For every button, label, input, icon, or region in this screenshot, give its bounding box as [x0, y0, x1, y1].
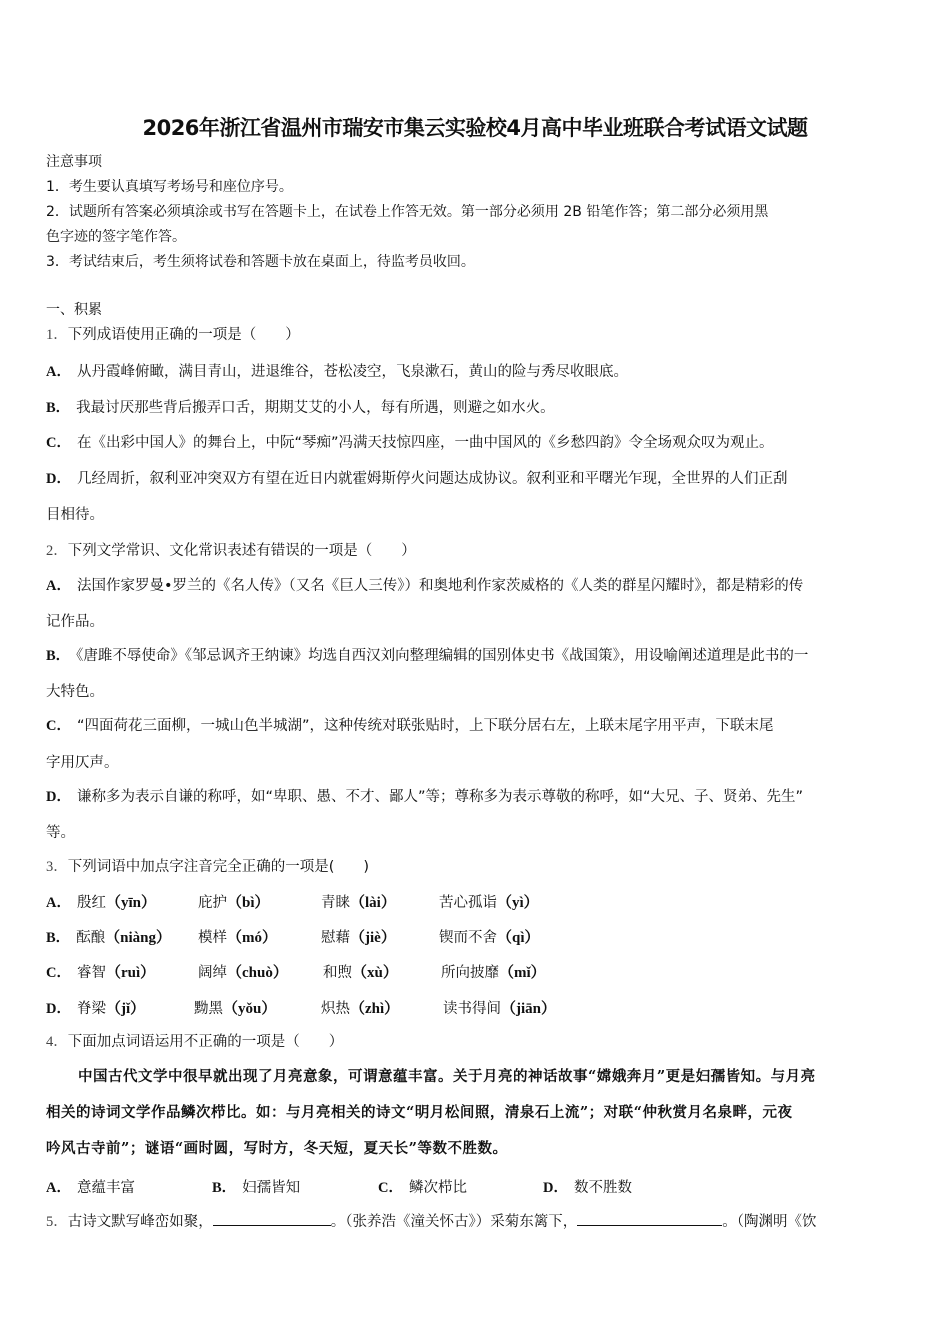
option-label: C．: [46, 965, 71, 981]
question-text: 古诗文默写峰峦如聚，: [67, 1214, 213, 1230]
q1-option-a[interactable]: [46, 362, 628, 382]
q2-option-a-cont: 记作品。: [46, 614, 104, 630]
pinyin: （yì）: [497, 895, 539, 911]
question-number: 1．: [46, 327, 68, 343]
pinyin: （ruì）: [105, 965, 156, 981]
notice-item: 2．试题所有答案必须填涂或书写在答题卡上，在试卷上作答无效。第一部分必须用 2B 铅笔作答；第二部分必须用黑: [46, 204, 769, 220]
option-label: A．: [46, 1180, 71, 1196]
word: 慰藉: [321, 930, 350, 946]
pinyin: （jiān）: [501, 1001, 557, 1017]
option-label: A．: [46, 578, 71, 594]
q4-option-d[interactable]: [543, 1176, 632, 1197]
q2-option-a[interactable]: [46, 576, 803, 596]
question-text: 下列词语中加点字注音完全正确的一项是( ): [67, 859, 370, 875]
notice-heading: 注意事项: [46, 154, 102, 170]
pinyin: （xù）: [352, 965, 398, 981]
pinyin: （lài）: [350, 895, 396, 911]
option-text: 鳞次栉比: [408, 1180, 467, 1196]
pinyin: （jiè）: [350, 930, 396, 946]
q4-option-b[interactable]: [212, 1176, 300, 1197]
question-1-stem: [46, 325, 300, 345]
word: 读书得间: [443, 1001, 501, 1017]
q1-option-d[interactable]: [46, 469, 787, 489]
option-text: 《唐雎不辱使命》《邹忌讽齐王纳谏》均选自西汉刘向整理编辑的国别体史书《战国策》，用设喻阐述道理是此书的一: [76, 648, 809, 664]
question-number: 5．: [46, 1214, 68, 1230]
option-label: D．: [543, 1180, 568, 1196]
word: 庇护: [198, 895, 227, 911]
word: 黝黑: [194, 1001, 223, 1017]
pinyin: （bì）: [227, 895, 270, 911]
word: 炽热: [321, 1001, 350, 1017]
q2-option-b-cont: 大特色。: [46, 684, 104, 700]
option-label: A．: [46, 895, 71, 911]
q2-option-c[interactable]: [46, 716, 774, 736]
option-text: 从丹霞峰俯瞰，满目青山，进退维谷，苍松凌空，飞泉漱石，黄山的险与秀尽收眼底。: [76, 364, 628, 380]
option-text: 妇孺皆知: [242, 1180, 301, 1196]
q1-option-b[interactable]: [46, 398, 555, 418]
pinyin: （zhì）: [350, 1001, 400, 1017]
question-text: 下面加点词语运用不正确的一项是（ ）: [67, 1034, 344, 1050]
word: 苦心孤诣: [439, 895, 497, 911]
option-label: C．: [46, 718, 71, 734]
pinyin: （mó）: [227, 930, 277, 946]
pinyin: （qì）: [497, 930, 540, 946]
passage-line: 中国古代文学中很早就出现了月亮意象，可谓意蕴丰富。关于月亮的神话故事“嫦娥奔月”更是妇孺皆知。与月亮: [78, 1068, 816, 1085]
pinyin: （yīn）: [105, 895, 156, 911]
word: 和煦: [323, 965, 352, 981]
page-title: 2026年浙江省温州市瑞安市集云实验校4月高中毕业班联合考试语文试题: [142, 116, 808, 140]
passage-line: 吟风古寺前”；谜语“画时圆，写时方，冬天短，夏天长”等数不胜数。: [46, 1140, 508, 1157]
option-label: D．: [46, 471, 71, 487]
question-text: 下列文学常识、文化常识表述有错误的一项是（ ）: [67, 543, 416, 559]
answer-blank-2[interactable]: [577, 1211, 722, 1226]
option-label: A．: [46, 364, 71, 380]
pinyin: （yǒu）: [223, 1001, 277, 1017]
word: 脊梁: [76, 1001, 106, 1017]
q2-option-c-cont: 字用仄声。: [46, 755, 119, 771]
question-text: 下列成语使用正确的一项是（ ）: [67, 327, 300, 343]
word: 模样: [198, 930, 227, 946]
passage-line: 相关的诗词文学作品鳞次栉比。如：与月亮相关的诗文“明月松间照，清泉石上流”；对联“仲秋赏月名泉畔，元夜: [46, 1104, 793, 1121]
pinyin: （chuò）: [227, 965, 288, 981]
question-3-stem: [46, 857, 369, 877]
q1-option-c[interactable]: [46, 433, 774, 453]
word: 睿智: [76, 965, 106, 981]
word: 所向披靡: [441, 965, 499, 981]
word: 锲而不舍: [439, 930, 497, 946]
section-heading: 一、积累: [46, 302, 102, 318]
option-text: 我最讨厌那些背后搬弄口舌，期期艾艾的小人，每有所遇，则避之如水火。: [76, 400, 555, 416]
answer-blank-1[interactable]: [213, 1211, 331, 1226]
q2-option-d[interactable]: [46, 787, 803, 807]
question-4-stem: [46, 1032, 343, 1052]
word: 阔绰: [198, 965, 227, 981]
word: 殷红: [76, 895, 106, 911]
option-label: B．: [46, 648, 71, 664]
option-label: D．: [46, 1001, 71, 1017]
question-number: 3．: [46, 859, 68, 875]
notice-item: 3．考试结束后，考生须将试卷和答题卡放在桌面上，待监考员收回。: [46, 254, 475, 270]
q4-option-a[interactable]: [46, 1176, 135, 1197]
pinyin: （jǐ）: [105, 1001, 146, 1017]
word: 青睐: [321, 895, 350, 911]
question-number: 4．: [46, 1034, 68, 1050]
option-label: B．: [46, 400, 71, 416]
option-label: B．: [212, 1180, 237, 1196]
option-text: 在《出彩中国人》的舞台上，中阮“琴痴”冯满天技惊四座，一曲中国风的《乡愁四韵》令全场观众叹为观止。: [76, 435, 774, 451]
option-label: B．: [46, 930, 71, 946]
option-text: 法国作家罗曼•罗兰的《名人传》（又名《巨人三传》）和奥地利作家茨威格的《人类的群星闪耀时》，都是精彩的传: [76, 578, 804, 594]
option-text: “四面荷花三面柳，一城山色半城湖”，这种传统对联张贴时，上下联分居右左，上联末尾字用平声，下联末尾: [76, 718, 774, 734]
question-number: 2．: [46, 543, 68, 559]
option-label: D．: [46, 789, 71, 805]
pinyin: （niàng）: [105, 930, 172, 946]
option-text: 谦称多为表示自谦的称呼，如“卑职、愚、不才、鄙人”等；尊称多为表示尊敬的称呼，如“大兄、子、贤弟、先生”: [76, 789, 804, 805]
q4-option-c[interactable]: [378, 1176, 467, 1197]
question-text: 。（张养浩《潼关怀古》）采菊东篱下，: [330, 1214, 578, 1230]
word: 酝酿: [76, 930, 106, 946]
option-label: C．: [46, 435, 71, 451]
pinyin: （mǐ）: [499, 965, 546, 981]
option-text: 意蕴丰富: [76, 1180, 135, 1196]
option-text: 数不胜数: [573, 1180, 632, 1196]
option-text: 几经周折，叙利亚冲突双方有望在近日内就霍姆斯停火问题达成协议。叙利亚和平曙光乍现，全世界的人们正刮: [76, 471, 788, 487]
notice-item: 色字迹的签字笔作答。: [46, 229, 186, 245]
q2-option-d-cont: 等。: [46, 825, 75, 841]
notice-item: 1．考生要认真填写考场号和座位序号。: [46, 179, 293, 195]
question-5-stem: [46, 1211, 817, 1232]
q1-option-d-cont: 目相待。: [46, 507, 104, 523]
option-label: C．: [378, 1180, 403, 1196]
q2-option-b[interactable]: [46, 646, 808, 666]
question-2-stem: [46, 541, 416, 561]
question-text: 。（陶渊明《饮: [722, 1214, 817, 1230]
